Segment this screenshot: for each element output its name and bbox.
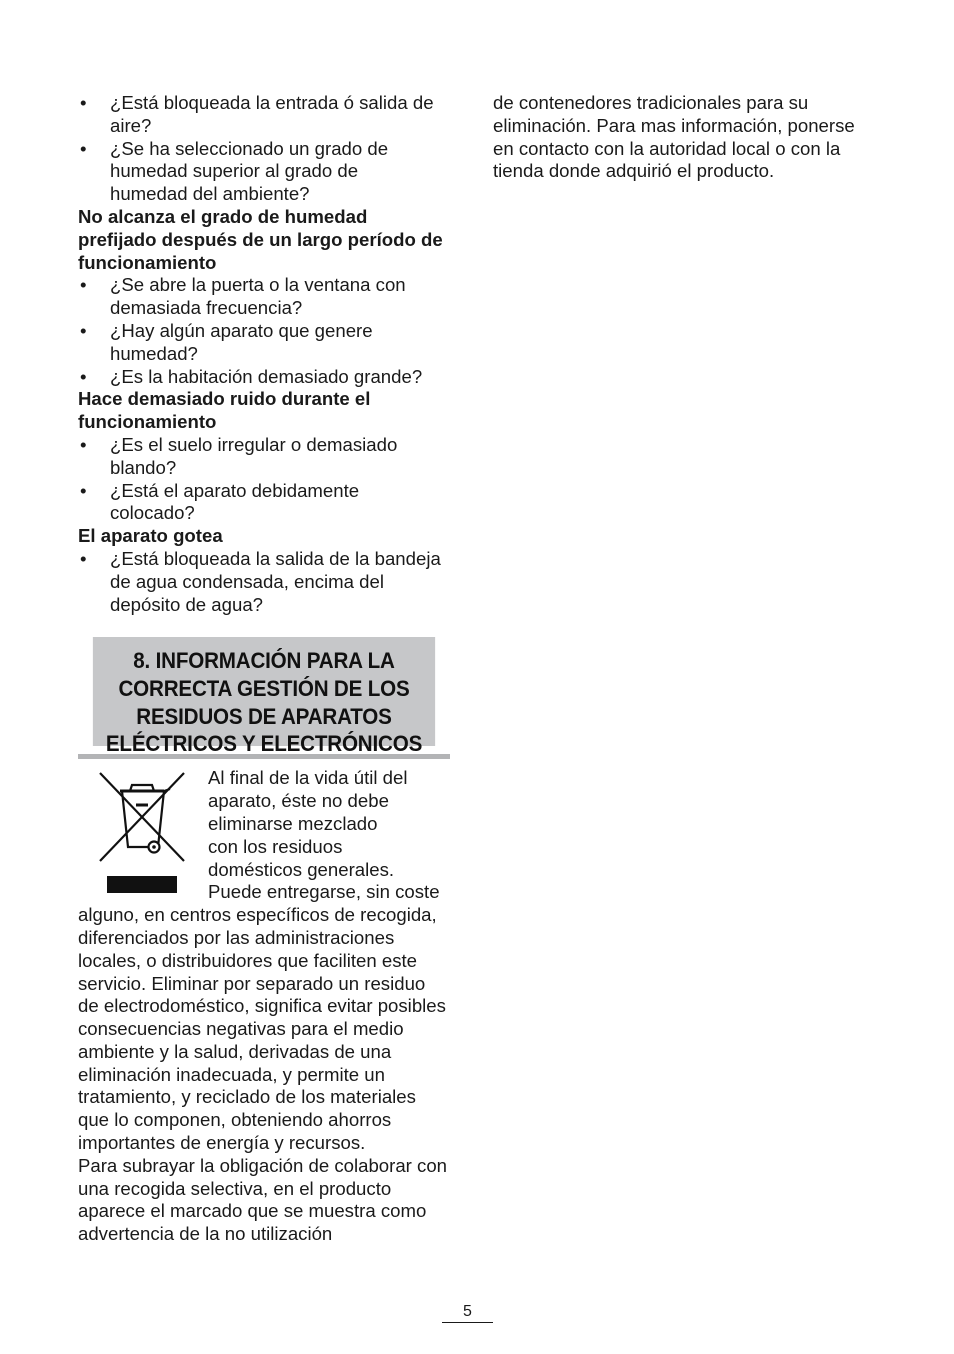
heading-appliance-drips: El aparato gotea <box>78 525 223 547</box>
right-column <box>493 92 873 183</box>
weee-black-bar <box>107 876 177 893</box>
weee-paragraph: Para subrayar la obligación de colaborar con una recogida selectiva, en el producto aparece el marcado que se muestra como advertencia de la no utilización <box>78 1154 447 1245</box>
section-title-banner <box>93 637 435 757</box>
list-item: • ¿Está bloqueada la salida de la bandeja de agua condensada, encima del depósito de agua? <box>78 548 450 616</box>
crossed-out-wheelie-bin-icon <box>86 767 200 897</box>
list-item: • ¿Es el suelo irregular o demasiado blando? <box>78 434 450 480</box>
list-item: • ¿Se abre la puerta o la ventana con demasiada frecuencia? <box>78 274 450 320</box>
heading-too-much-noise: Hace demasiado ruido durante el funcionamiento <box>78 388 371 433</box>
section-title-line: 8. INFORMACIÓN PARA LA <box>133 648 395 674</box>
section-title-line: RESIDUOS DE APARATOS <box>136 703 392 729</box>
heading-humidity-not-reached: No alcanza el grado de humedad prefijado después de un largo período de funcionamiento <box>78 205 443 273</box>
weee-paragraph: Al final de la vida útil del aparato, éste no debe eliminarse mezclado con los residuos domésticos generales. <box>208 767 408 880</box>
section-title-line: CORRECTA GESTIÓN DE LOS <box>118 675 410 701</box>
left-column <box>78 92 450 1246</box>
troubleshooting-list-1 <box>78 92 450 206</box>
list-item: • ¿Se ha seleccionado un grado de humedad superior al grado de humedad del ambiente? <box>78 138 450 206</box>
section-title-line: ELÉCTRICOS Y ELECTRÓNICOS <box>105 731 423 757</box>
list-item: • ¿Está el aparato debidamente colocado? <box>78 480 450 526</box>
continuation-paragraph: de contenedores tradicionales para su eliminación. Para mas información, ponerse en contacto con la autoridad local o con la tienda donde adquirió el producto. <box>493 92 855 182</box>
troubleshooting-list-4 <box>78 548 450 616</box>
weee-paragraph: Puede entregarse, sin coste alguno, en centros específicos de recogida, diferenciados por las administraciones locales, o distribuidores que faciliten este servicio. Eliminar por separado un residuo de electrodoméstico, significa evitar posibles consecuencias negativas para el medio ambiente y la salud, derivadas de una eliminación inadecuada, y permite un tratamiento, y reciclado de los materiales que lo componen, obteniendo ahorros importantes de energía y recursos. <box>78 881 446 1154</box>
troubleshooting-list-2 <box>78 274 450 388</box>
list-item: • ¿Está bloqueada la entrada ó salida de aire? <box>78 92 450 138</box>
list-item: • ¿Hay algún aparato que genere humedad? <box>78 320 450 366</box>
weee-section <box>78 767 450 1246</box>
list-item: • ¿Es la habitación demasiado grande? <box>78 366 450 389</box>
page-number: 5 <box>442 1303 493 1323</box>
troubleshooting-list-3 <box>78 434 450 525</box>
